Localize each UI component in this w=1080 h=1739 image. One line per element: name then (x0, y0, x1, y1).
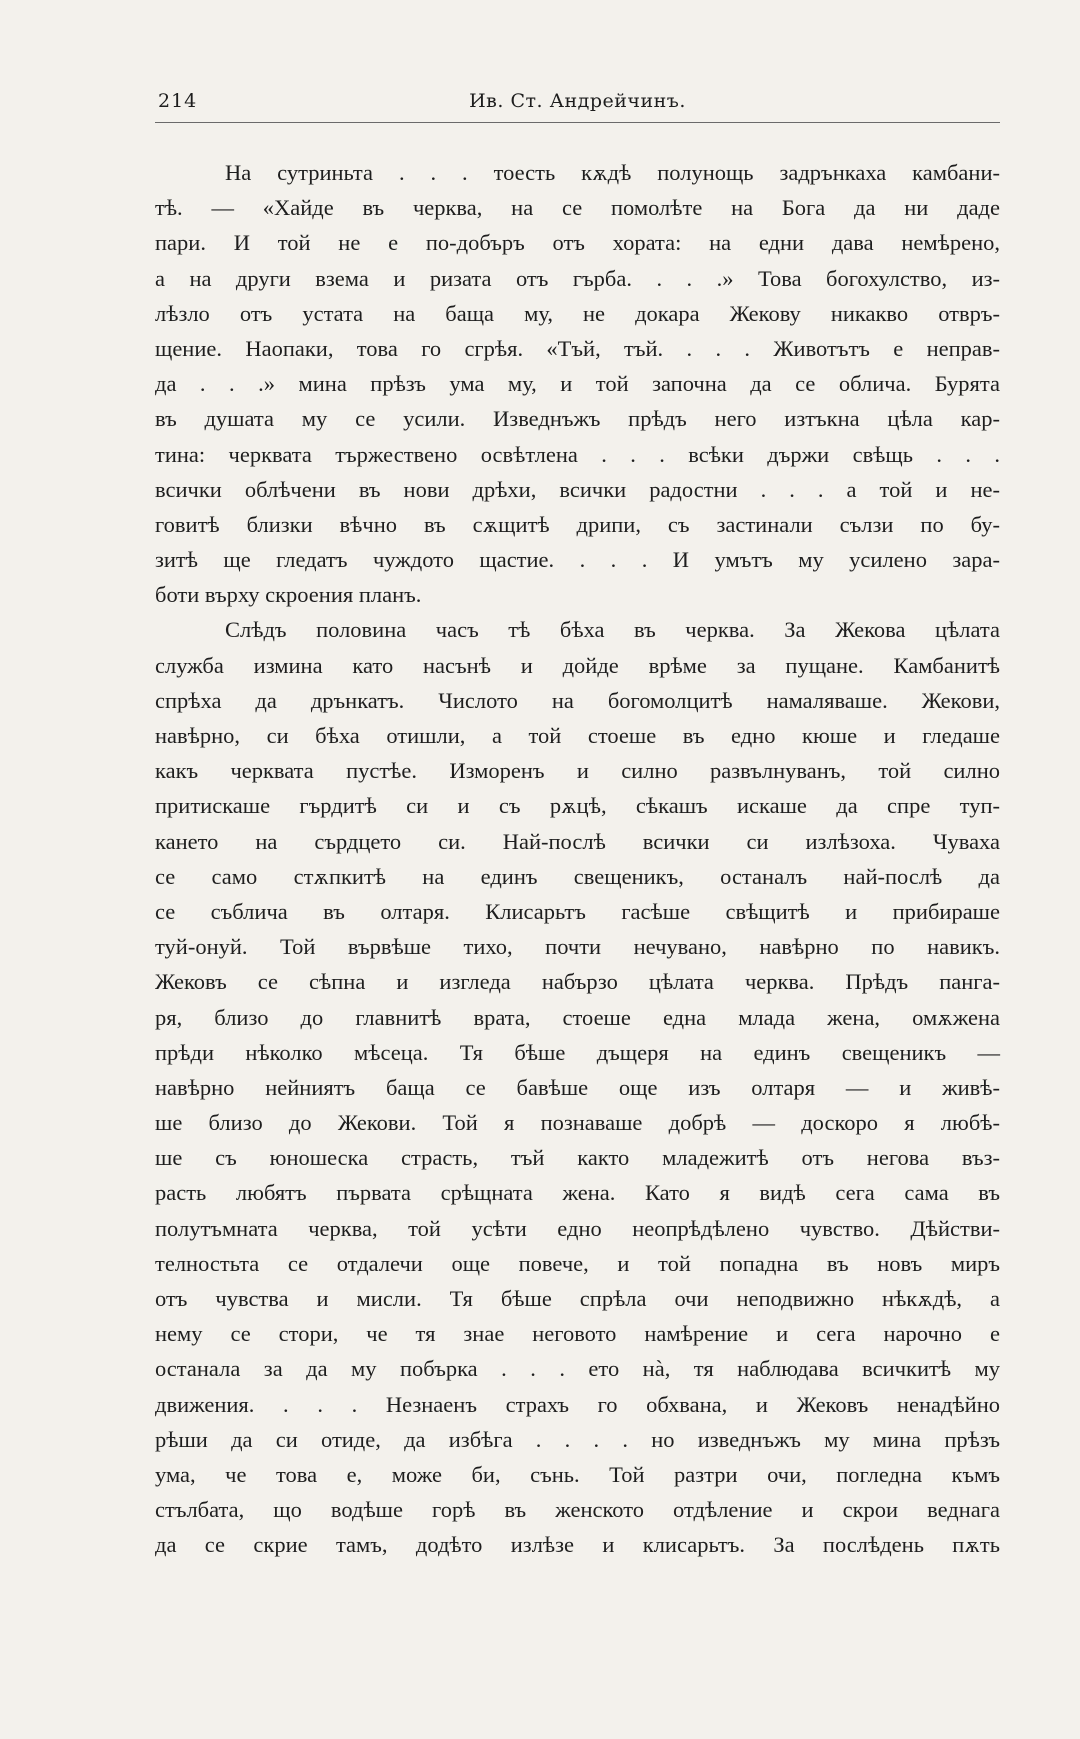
page-number: 214 (158, 90, 198, 112)
text-line: говитѣ близки вѣчно въ сѫщитѣ дрипи, съ застинали сълзи по бу- (155, 511, 1000, 537)
text-line: рѣши да си отиде, да избѣга . . . . но изведнъжъ му мина прѣзъ (155, 1426, 1000, 1452)
text-line: тина: черквата тържествено освѣтлена . . . всѣки държи свѣщь . . . (155, 441, 1000, 467)
text-line: ря, близо до главнитѣ врата, стоеше една млада жена, омѫжена (155, 1004, 1000, 1030)
text-line: кането на сърдцето си. Най-послѣ всички си излѣзоха. Чуваха (155, 828, 1000, 854)
text-line: навѣрно, си бѣха отишли, а той стоеше въ едно кюше и гледаше (155, 723, 1000, 748)
text-line: щение. Наопаки, това го сгрѣя. «Тъй, тъй. . . . Животътъ е неправ- (155, 335, 1000, 361)
text-line: спрѣха да дрънкатъ. Числото на богомолцитѣ намаляваше. Жекови, (155, 687, 1000, 713)
text-line: да . . .» мина прѣзъ ума му, и той започна да се облича. Бурята (155, 371, 1000, 397)
text-line: тѣ. — «Хайде въ черква, на се помолѣте на Бога да ни даде (155, 195, 1000, 221)
text-line: Жековъ се сѣпна и изгледа набързо цѣлата черква. Прѣдъ панга- (155, 969, 1000, 995)
text-line: Слѣдъ половина часъ тѣ бѣха въ черква. За Жекова цѣлата (225, 617, 1000, 643)
text-line: какъ черквата пустѣе. Изморенъ и силно развълнуванъ, той силно (155, 758, 1000, 784)
text-line: се съблича въ олтаря. Клисарьтъ гасѣше свѣщитѣ и прибираше (155, 898, 1000, 924)
text-line: прѣди нѣколко мѣсеца. Тя бѣше дъщеря на единъ свещеникъ — (155, 1039, 1000, 1065)
text-line: ше съ юношеска страсть, тъй както младежитѣ отъ негова въз- (155, 1145, 1000, 1171)
running-head: Ив. Ст. Андрейчинъ. (469, 90, 686, 112)
text-line: расть любятъ първата срѣщната жена. Като я видѣ сега сама въ (155, 1180, 1000, 1206)
text-line: да се скрие тамъ, додѣто излѣзе и клисарьтъ. За послѣдень пѫть (155, 1532, 1000, 1558)
text-line: всички облѣчени въ нови дрѣхи, всички радостни . . . а той и не- (155, 476, 1000, 502)
text-line: останала за да му побърка . . . ето нà, тя наблюдава всичкитѣ му (155, 1356, 1000, 1382)
body-text (155, 155, 1000, 1563)
text-line: боти върху скроения планъ. (155, 582, 422, 608)
text-line: се само стѫпкитѣ на единъ свещеникъ, останалъ най-послѣ да (155, 863, 1000, 889)
text-line: На сутриньта . . . тоесть кѫдѣ полунощь задрънкаха камбани- (225, 160, 1000, 185)
page-header (155, 90, 1000, 122)
text-line: а на други взема и ризата отъ гърба. . . .» Това богохулство, из- (155, 265, 1000, 291)
header-rule (155, 122, 1000, 123)
text-line: отъ чувства и мисли. Тя бѣше спрѣла очи неподвижно нѣкѫдѣ, а (155, 1286, 1000, 1311)
text-line: телностьта се отдалечи още повече, и той попадна въ новъ миръ (155, 1250, 1000, 1276)
text-line: служба измина като насънѣ и дойде врѣме за пущане. Камбанитѣ (155, 652, 1000, 678)
text-line: движения. . . . Незнаенъ страхъ го обхвана, и Жековъ ненадѣйно (155, 1391, 1000, 1417)
text-line: притискаше гърдитѣ си и съ рѫцѣ, сѣкашъ искаше да спре туп- (155, 793, 1000, 819)
text-line: туй-онуй. Той вървѣше тихо, почти нечувано, навѣрно по навикъ. (155, 934, 1000, 960)
text-line: пари. И той не е по-добъръ отъ хората: на едни дава немѣрено, (155, 230, 1000, 256)
text-line: нему се стори, че тя знае неговото намѣрение и сега нарочно е (155, 1321, 1000, 1347)
text-line: стълбата, що водѣше горѣ въ женското отдѣление и скрои веднага (155, 1497, 1000, 1523)
text-line: зитѣ ще гледатъ чуждото щастие. . . . И умътъ му усилено зара- (155, 547, 1000, 573)
text-line: навѣрно нейниятъ баща се бавѣше още изъ олтаря — и живѣ- (155, 1074, 1000, 1100)
text-line: въ душата му се усили. Изведнъжъ прѣдъ него изтъкна цѣла кар- (155, 406, 1000, 432)
text-line: полутъмната черква, той усѣти едно неопрѣдѣлено чувство. Дѣйстви- (155, 1215, 1000, 1241)
text-line: лѣзло отъ устата на баща му, не докара Жекову никакво отвръ- (155, 300, 1000, 326)
text-line: ума, че това е, може би, сънь. Той разтри очи, погледна къмъ (155, 1461, 1000, 1487)
text-line: ше близо до Жекови. Той я познаваше добрѣ — доскоро я любѣ- (155, 1110, 1000, 1136)
